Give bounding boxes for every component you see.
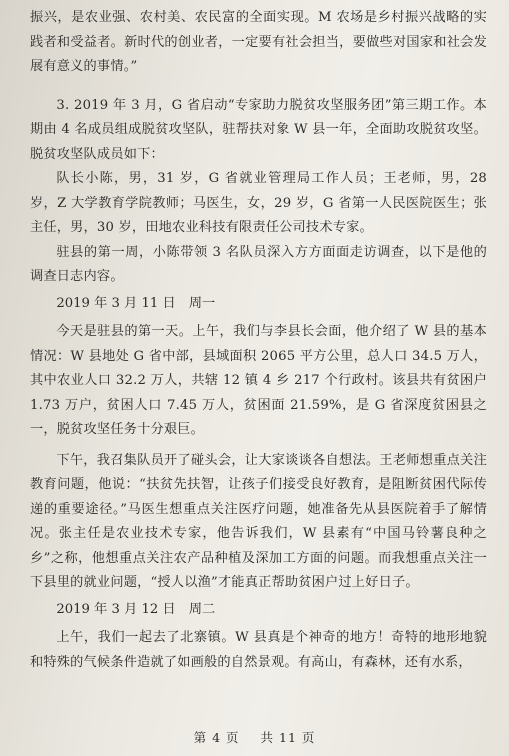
- page-footer: [0, 728, 509, 746]
- paragraph-intro-end: 振兴，是农业强、农村美、农民富的全面实现。M 农场是乡村振兴战略的实践者和受益者。新时代的创业者，一定要有社会担当，要做些对国家和社会发展有意义的事情。”: [30, 10, 487, 74]
- page-total: 共 11 页: [260, 730, 316, 745]
- paragraph-team-members: 队长小陈，男，31 岁，G 省就业管理局工作人员；王老师，男，28 岁，Z 大学教育学院教师；马医生，女，29 岁，G 省第一人民医院医生；张主任，男，30 岁，田地农业科技有限责任公司技术专家。: [30, 171, 487, 235]
- diary-date-2: 2019 年 3 月 12 日 周二: [56, 601, 216, 617]
- page-number: 第 4 页: [193, 730, 240, 745]
- diary-date-1: 2019 年 3 月 11 日 周一: [56, 295, 216, 311]
- paragraph-day1-morning: 今天是驻县的第一天。上午，我们与李县长会面，他介绍了 W 县的基本情况：W 县地处 G 省中部，县域面积 2065 平方公里，总人口 34.5 万人，其中农业人口 32.2 万人，共辖 12 镇 4 乡 217 个行政村。该县共有贫困户 1.73 万户，贫困人口 7.45 万人，贫困面 21.59%，是 G 省深度贫困县之一，脱贫攻坚任务十分艰巨。: [30, 324, 487, 437]
- paragraph-day2-morning: 上午，我们一起去了北寨镇。W 县真是个神奇的地方！奇特的地形地貌和特殊的气候条件造就了如画般的自然景观。有高山，有森林，还有水系，: [30, 630, 487, 670]
- paragraph-day1-afternoon: 下午，我召集队员开了碰头会，让大家谈谈各自想法。王老师想重点关注教育问题，他说：“扶贫先扶智，让孩子们接受良好教育，是阻断贫困代际传递的重要途径。”马医生想重点关注医疗问题，她准备先从县医院着手了解情况。张主任是农业技术专家，他告诉我们，W 县素有“中国马铃薯良种之乡”之称，他想重点关注农产品种植及深加工方面的问题。而我想重点关注一下县里的就业问题，“授人以渔”才能真正帮助贫困户过上好日子。: [30, 452, 487, 590]
- paragraph-first-week: 驻县的第一周，小陈带领 3 名队员深入方方面面走访调查，以下是他的调查日志内容。: [30, 244, 487, 284]
- paragraph-section-3: 3. 2019 年 3 月，G 省启动“专家助力脱贫攻坚服务团”第三期工作。本期由 4 名成员组成脱贫攻坚队，驻帮扶对象 W 县一年，全面助攻脱贫攻坚。脱贫攻坚队成员如下：: [30, 97, 487, 162]
